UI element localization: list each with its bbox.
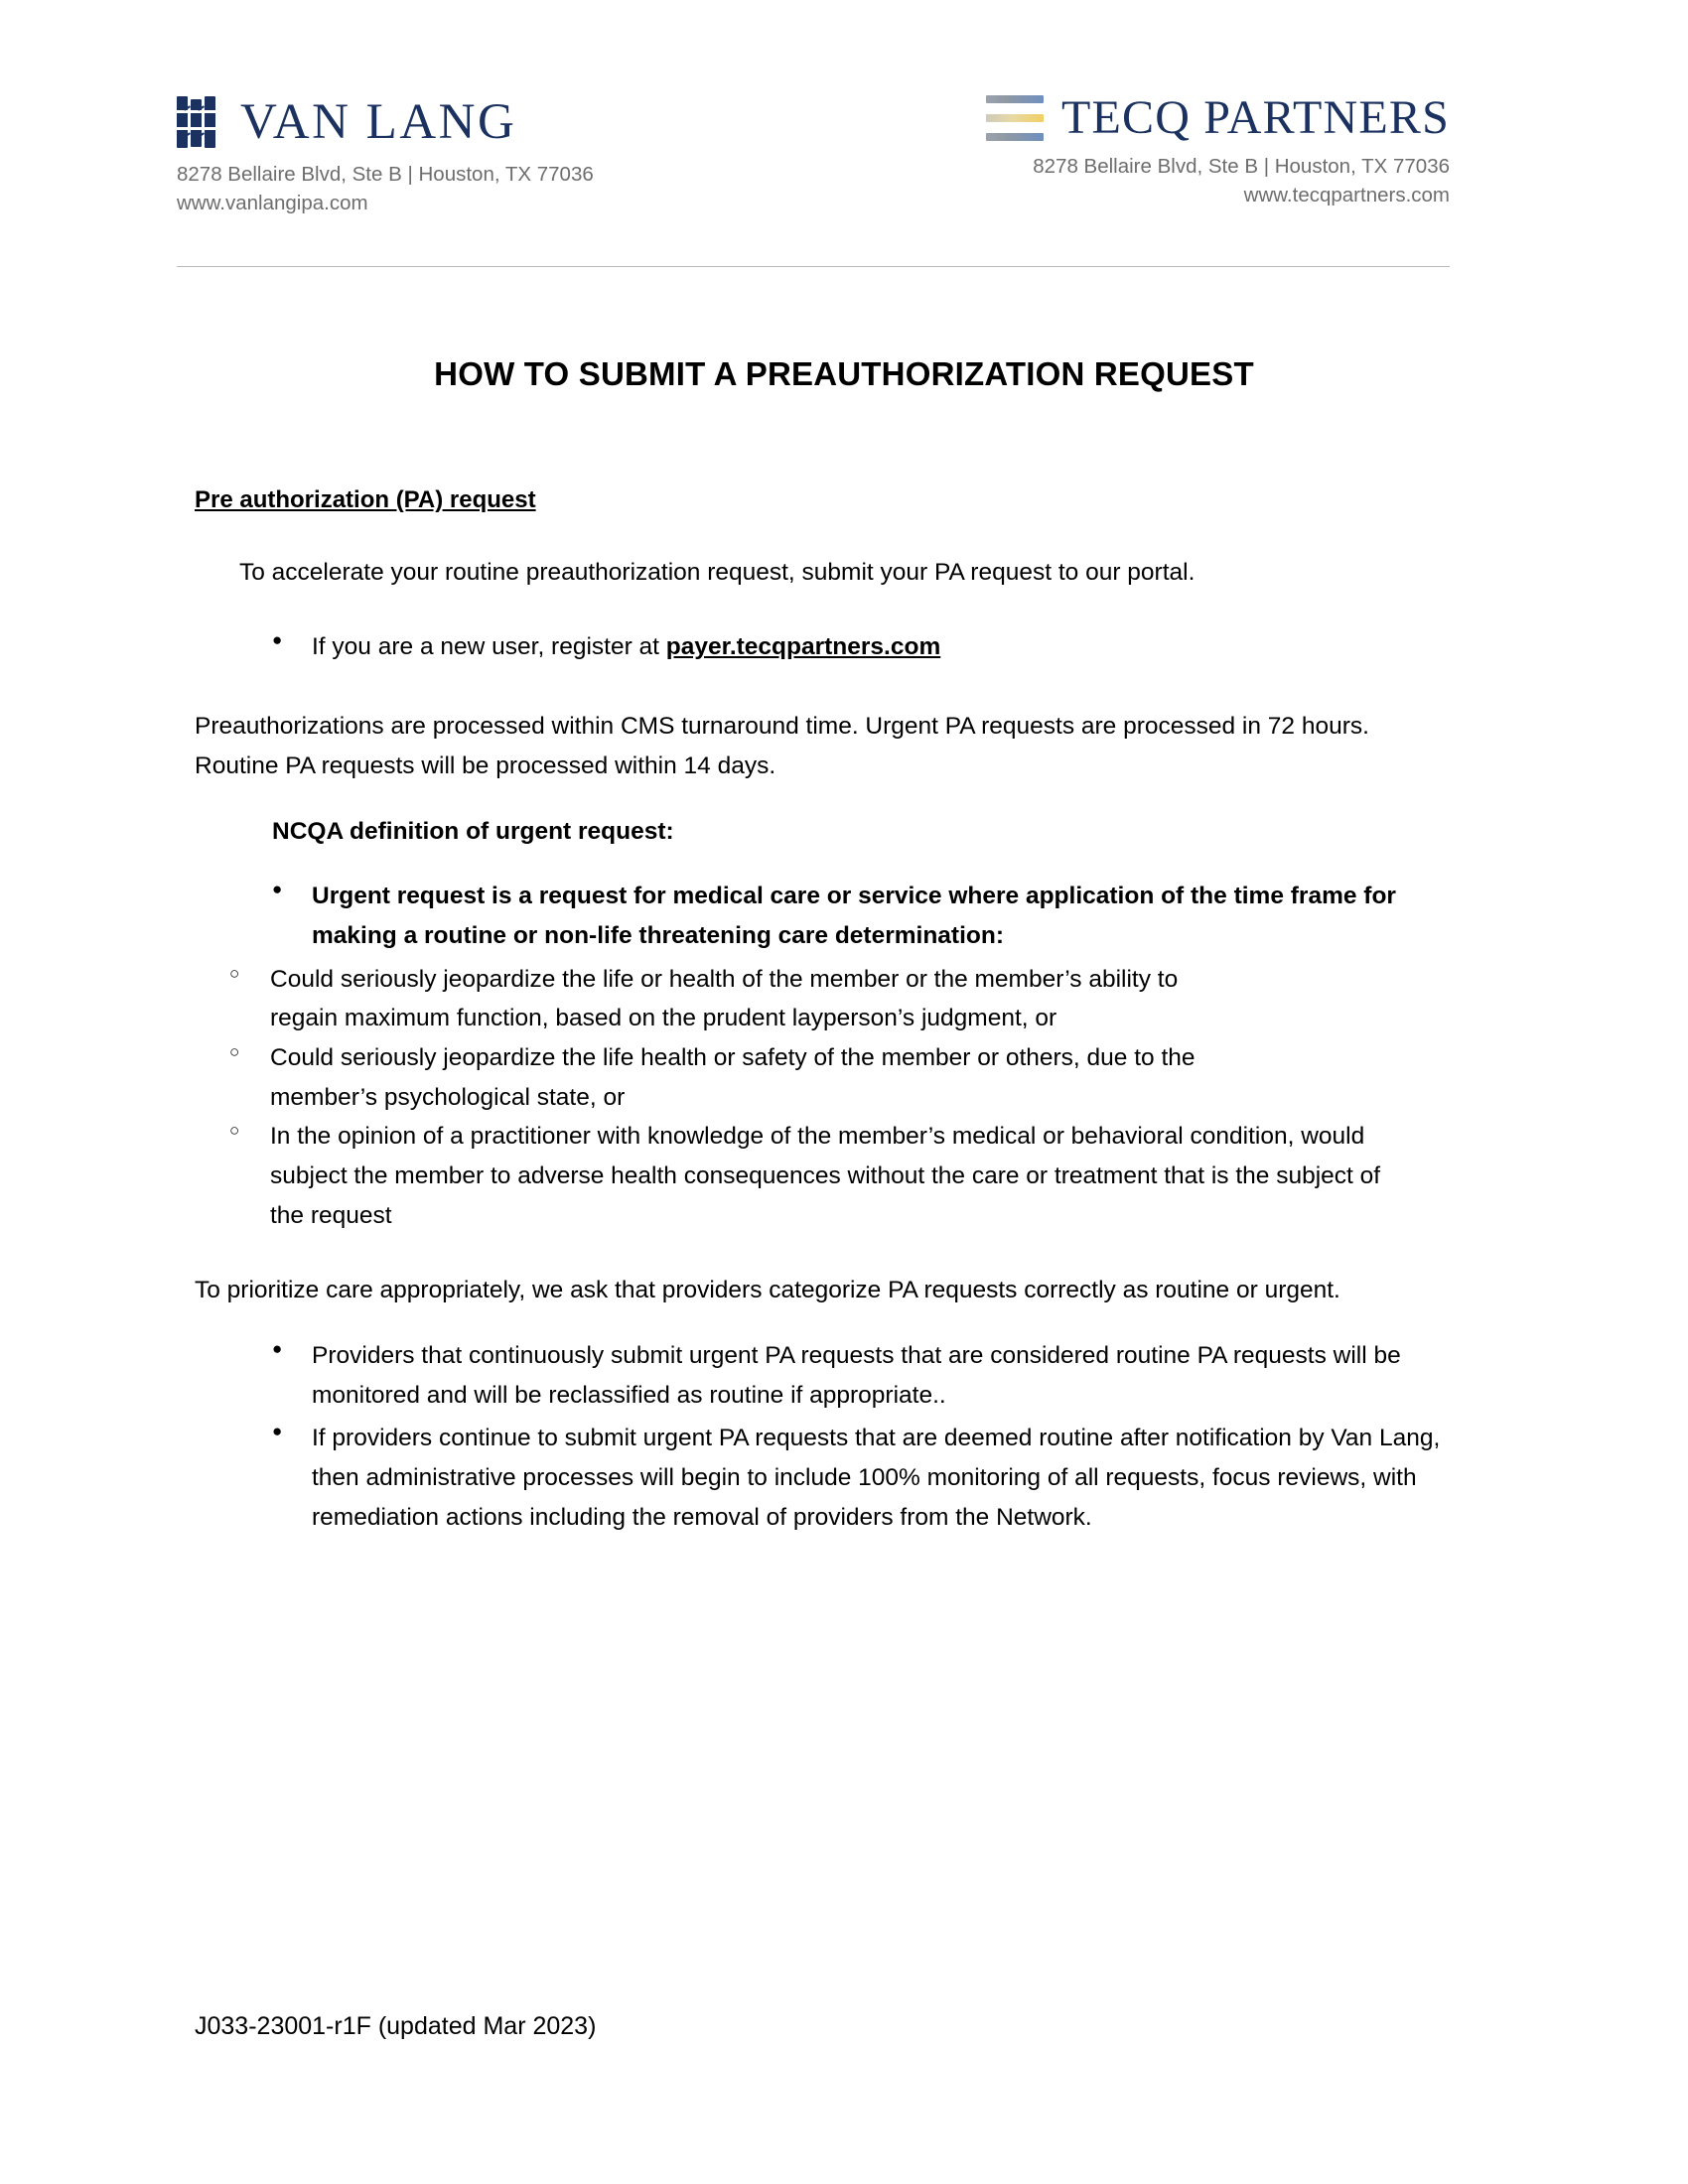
page-title: HOW TO SUBMIT A PREAUTHORIZATION REQUEST [434, 355, 1254, 392]
tecq-address-line: 8278 Bellaire Blvd, Ste B | Houston, TX 77036 [1033, 155, 1450, 178]
letterhead [177, 91, 1450, 217]
bamboo-stalks-icon [177, 94, 222, 150]
tecq-logo-lockup [986, 91, 1450, 144]
document-footer: J033-23001-r1F (updated Mar 2023) [195, 2012, 597, 2040]
document-body [195, 486, 1476, 1542]
van-lang-address-line: 8278 Bellaire Blvd, Ste B | Houston, TX 77036 [177, 163, 594, 186]
tecq-website[interactable]: www.tecqpartners.com [1243, 184, 1450, 207]
intro-paragraph: To accelerate your routine preauthorization request, submit your PA request to our portal. [239, 558, 1196, 586]
list-item: ● Urgent request is a request for medical care or service where application of the time frame for making a routine or non-life threatening care determination: [312, 877, 1476, 955]
van-lang-wordmark: VAN LANG [240, 93, 517, 150]
list-item: ○ Could seriously jeopardize the life or health of the member or the member’s ability to regain maximum function, based on the prudent layperson’s judgment, or [270, 960, 1248, 1038]
list-item [312, 627, 1476, 667]
payer-portal-link[interactable]: payer.tecqpartners.com [665, 633, 941, 661]
register-bullet-list [195, 627, 1476, 667]
policy-bullet-list [195, 1336, 1476, 1537]
van-lang-brand-block [177, 94, 594, 217]
tecq-wordmark: TECQ PARTNERS [1060, 91, 1450, 144]
list-item: ○ In the opinion of a practitioner with knowledge of the member’s medical or behavioral condition, would subject the member to adverse health consequences without the care or treatment that is the subject of the request [270, 1117, 1382, 1235]
list-item: ● If providers continue to submit urgent PA requests that are deemed routine after notification by Van Lang, then administrative processes will begin to include 100% monitoring of all requests, focus reviews, with remediation actions including the removal of providers from the Network. [312, 1419, 1474, 1537]
register-bullet-text: If you are a new user, register at [312, 633, 666, 661]
van-lang-logo-lockup [177, 94, 594, 150]
urgent-criteria-list [195, 960, 1476, 1236]
van-lang-website[interactable]: www.vanlangipa.com [177, 192, 368, 215]
list-item: ● Providers that continuously submit urgent PA requests that are considered routine PA requests will be monitored and will be reclassified as routine if appropriate.. [312, 1336, 1474, 1415]
tecq-brand-block [986, 91, 1450, 209]
list-item: ○ Could seriously jeopardize the life health or safety of the member or others, due to the member’s psychological state, or [270, 1038, 1248, 1117]
section-heading-pre-authorization: Pre authorization (PA) request [195, 486, 536, 513]
turnaround-paragraph: Preauthorizations are processed within CMS turnaround time. Urgent PA requests are processed in 72 hours. Routine PA requests will be processed within 14 days. [195, 713, 1369, 779]
prioritize-paragraph: To prioritize care appropriately, we ask that providers categorize PA requests correctly as routine or urgent. [195, 1277, 1340, 1304]
three-bars-icon [986, 95, 1044, 141]
letterhead-divider [177, 266, 1450, 267]
urgent-definition-list [195, 877, 1476, 955]
ncqa-subheading: NCQA definition of urgent request: [272, 817, 674, 845]
